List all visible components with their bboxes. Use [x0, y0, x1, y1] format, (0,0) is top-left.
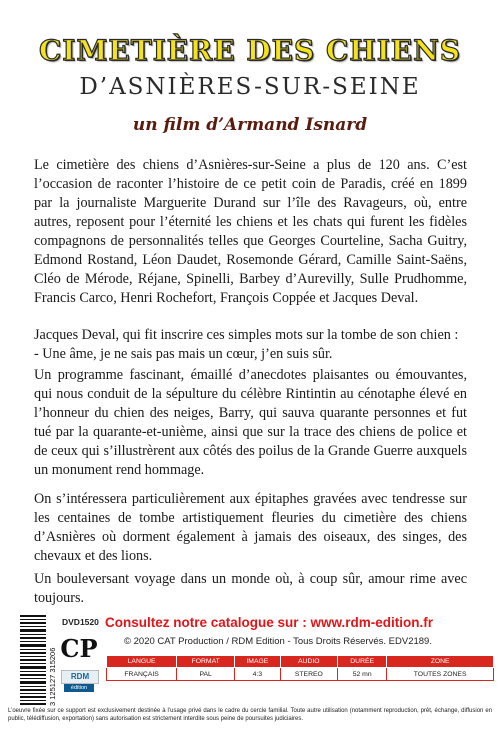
specs-value: TOUTES ZONES — [387, 668, 494, 681]
byline-prefix: un film d’ — [132, 115, 225, 135]
specs-header: AUDIO — [280, 656, 337, 668]
catalog-link[interactable]: Consultez notre catalogue sur : www.rdm-edition.fr — [105, 615, 434, 630]
rdm-logo: RDM — [61, 670, 99, 684]
specs-value: 52 mn — [338, 668, 387, 681]
specs-header: ZONE — [387, 656, 494, 668]
specs-header: LANGUE — [107, 656, 177, 668]
specs-header-row — [107, 656, 494, 668]
paragraph-quote — [34, 326, 467, 364]
specs-value-row — [107, 668, 494, 681]
specs-value: STEREO — [280, 668, 337, 681]
svg-text:CP: CP — [60, 634, 98, 663]
specs-value: PAL — [177, 668, 235, 681]
quote-line-1: Jacques Deval, qui fit inscrire ces simples mots sur la tombe de son chien : — [34, 327, 459, 343]
paragraph-intro: Le cimetière des chiens d’Asnières-sur-Seine a plus de 120 ans. C’est l’occasion de raconter l’histoire de ce petit coin de Paradis, créé en 1899 par la journaliste Marguerite Durand sur l’île des Ravageurs, où, entre autres, reposent pour l’éternité les chiens et les chats qui furent les fidèles compagnons de personnalités telles que Georges Courteline, Sacha Guitry, Edmond Rostand, Léon Daudet, Rosemonde Gérard, Camille Saint-Saëns, Cléo de Mérode, Réjane, Spinelli, Barbey d’Aurevilly, Sulle Prudhomme, Francis Carco, Henri Rochefort, François Coppée et Jacques Deval. — [34, 157, 467, 306]
title-sub: D’ASNIÈRES-SUR-SEINE — [79, 74, 421, 100]
specs-value: 4:3 — [235, 668, 280, 681]
specs-value: FRANÇAIS — [107, 668, 177, 681]
specs-header: FORMAT — [177, 656, 235, 668]
legal-notice: L’oeuvre fixée sur ce support est exclusivement destinée à l’usage privé dans le cadre du cercle familial. Toute autre utilisation (notamment reproduction, prêt, échange, diffusion en public, télédiffusion, exportation) sans autorisation est strictement interdite sous peine de poursuites judiciaires. — [8, 708, 492, 722]
quote-line-2: - Une âme, je ne sais pas mais un cœur, j’en suis sûr. — [34, 346, 333, 362]
specs-table — [106, 655, 494, 681]
title-main: CIMETIÈRE DES CHIENS — [39, 34, 461, 67]
barcode-number: 3 125127 315206 — [48, 647, 57, 706]
byline — [0, 115, 500, 135]
cp-logo-icon — [60, 630, 98, 666]
paragraph-epitaphs-text: On s’intéressera particulièrement aux épitaphes gravées avec tendresse sur les centaines de tombe artistiquement fleuries du cimetière des chiens d’Asnières où dorment également à jamais des oiseaux, des singes, des chevaux et des lions. — [34, 491, 467, 564]
rdm-edition-label: édition — [64, 684, 94, 692]
paragraph-program: Un programme fascinant, émaillé d’anecdotes plaisantes ou émouvantes, qui nous conduit de la sépulture du célèbre Rintintin au cénotaphe élevé en l’honneur du chien des neiges, Barry, qui sauva quarante personnes et fut tué par la quarante-et-unième, ainsi que sur la trace des chiens de police et de ceux qui s’illustrèrent aux côtés des poilus de la Grande Guerre auxquels un monument rend hommage. — [34, 367, 467, 478]
copyright-notice: © 2020 CAT Production / RDM Edition - Tous Droits Réservés. EDV2189. — [124, 636, 432, 647]
byline-author: Armand Isnard — [224, 115, 368, 135]
specs-header: IMAGE — [235, 656, 280, 668]
paragraph-epitaphs — [34, 490, 467, 608]
dvd-code: DVD1520 — [62, 617, 99, 627]
specs-header: DURÉE — [338, 656, 387, 668]
paragraph-closing: Un bouleversant voyage dans un monde où, à coup sûr, amour rime avec toujours. — [34, 571, 467, 606]
